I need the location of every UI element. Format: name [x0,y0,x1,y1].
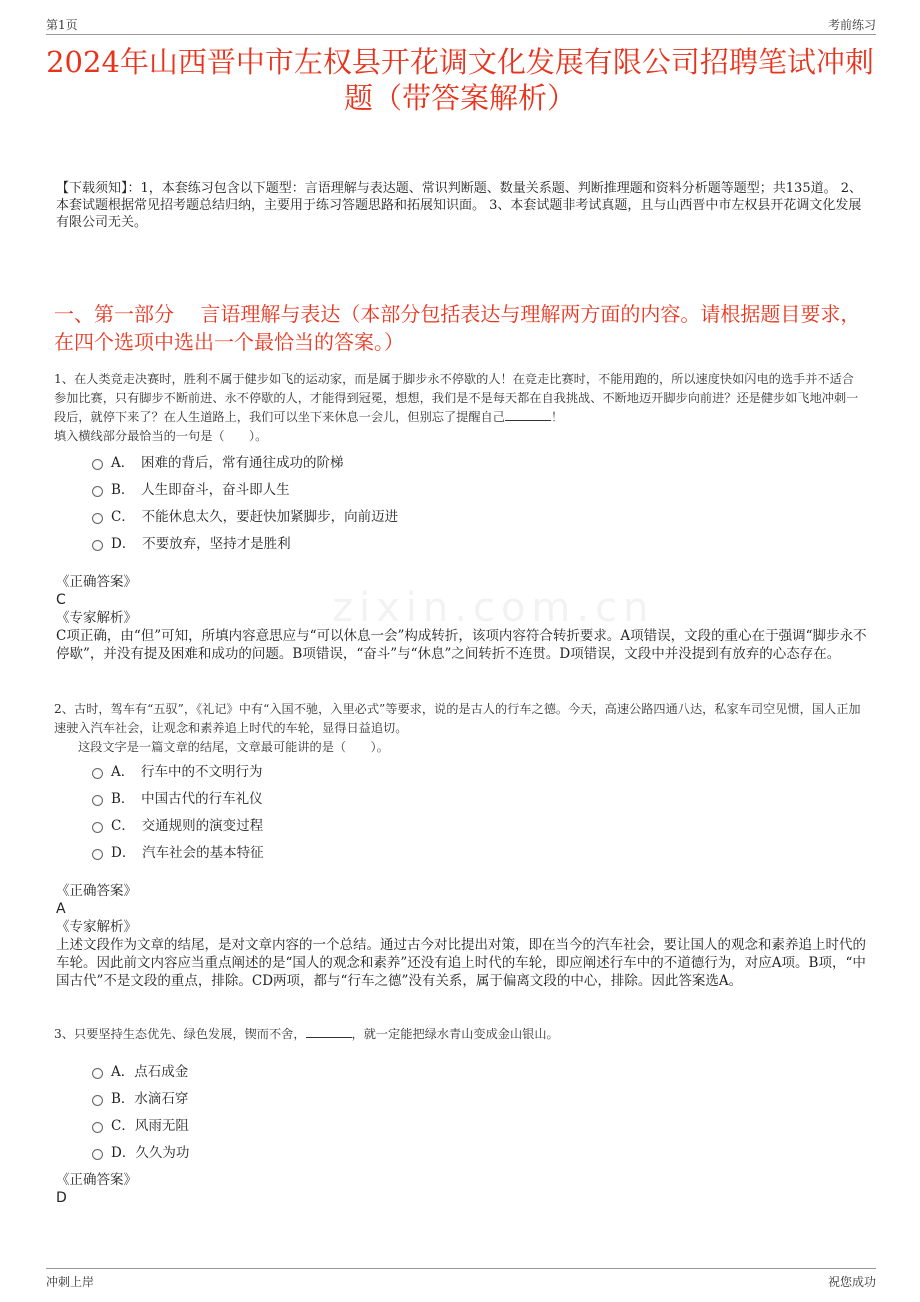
question-2-answer [56,882,868,990]
q3-option-a[interactable] [92,1056,592,1083]
q3-stem-end: ，就一定能把绿水青山变成金山银山。 [351,1027,559,1041]
radio-icon[interactable] [92,849,103,860]
q3-option-d[interactable] [92,1137,592,1164]
question-3-options [92,1056,592,1164]
option-label: B．水滴石穿 [111,1090,189,1107]
answer-value: C [56,592,66,608]
q1-option-d[interactable] [92,528,592,555]
q2-stem-text: 2、古时，驾车有“五驭”，《礼记》中有“入国不驰，入里必式”等要求，说的是古人的行车之德。今天，高速公路四通八达，私家车司空见惯，国人正加速驶入汽车社会，让观念和素养追上时代的车轮，显得日益追切。 [54,702,861,735]
q1-stem-end: ！ [550,410,564,424]
radio-icon[interactable] [92,822,103,833]
section-heading: 一、第一部分 言语理解与表达（本部分包括表达与理解两方面的内容。请根据题目要求，在四个选项中选出一个最恰当的答案。） [54,302,861,354]
question-3-stem [54,1025,866,1044]
answer-value: D [56,1190,67,1206]
answer-label: 《正确答案》 [56,1172,137,1188]
option-label: D． 不要放弃，坚持才是胜利 [111,535,291,552]
q1-option-c[interactable] [92,501,592,528]
page-number: 第1页 [46,18,78,32]
option-label: B． 中国古代的行车礼仪 [111,790,263,807]
radio-icon[interactable] [92,795,103,806]
q2-option-a[interactable] [92,756,592,783]
q1-prompt: 填入横线部分最恰当的一句是（ ）。 [54,429,268,443]
footer-left: 冲刺上岸 [46,1275,95,1289]
radio-icon[interactable] [92,768,103,779]
analysis-text: 上述文段作为文章的结尾，是对文章内容的一个总结。通过古今对比提出对策，即在当今的汽车社会，要让国人的观念和素养追上时代的车轮。因此前文内容应当重点阐述的是“国人的观念和素养”还没有追上时代的车轮，即应阐述行车中的不道德行为，对应A项。B项，“中国古代”不是文段的重点，排除。CD两项，都与“行车之德”没有关系，属于偏离文段的中心，排除。因此答案选A。 [56,937,866,989]
radio-icon[interactable] [92,540,103,551]
q1-option-b[interactable] [92,474,592,501]
q1-option-a[interactable] [92,447,592,474]
page-footer [46,1268,876,1291]
radio-icon[interactable] [92,1068,103,1079]
q2-option-c[interactable] [92,810,592,837]
footer-right: 祝您成功 [827,1275,876,1289]
option-label: D．久久为功 [111,1144,190,1161]
option-label: A． 困难的背后，常有通往成功的阶梯 [111,454,344,471]
radio-icon[interactable] [92,1149,103,1160]
analysis-label: 《专家解析》 [56,919,137,935]
option-label: C． 交通规则的演变过程 [111,817,264,834]
page-header [46,14,876,35]
option-label: D． 汽车社会的基本特征 [111,844,264,861]
q2-option-b[interactable] [92,783,592,810]
question-2-stem [54,700,866,757]
option-label: A．点石成金 [111,1063,189,1080]
option-label: B． 人生即奋斗，奋斗即人生 [111,481,290,498]
q2-option-d[interactable] [92,837,592,864]
answer-value: A [56,901,66,917]
q3-option-b[interactable] [92,1083,592,1110]
question-1-answer [56,573,868,663]
q1-stem-text: 1、在人类竞走决赛时，胜利不属于健步如飞的运动家，而是属于脚步永不停歇的人！在竞走比赛时，不能用跑的，所以速度快如闪电的选手并不适合参加比赛，只有脚步不断前进、永不停歇的人，才能得到冠冕，想想，我们是不是每天都在自我挑战、不断地迈开脚步向前进？还是健步如飞地冲刺一段后，就停下来了？在人生道路上，我们可以坐下来休息一会儿，但别忘了提醒自己 [54,372,859,424]
answer-label: 《正确答案》 [56,883,137,899]
radio-icon[interactable] [92,1095,103,1106]
option-label: C． 不能休息太久，要赶快加紧脚步，向前迈进 [111,508,399,525]
radio-icon[interactable] [92,1122,103,1133]
radio-icon[interactable] [92,513,103,524]
q3-blank [306,1025,352,1038]
question-3-answer [56,1171,868,1207]
document-title: 2024年山西晋中市左权县开花调文化发展有限公司招聘笔试冲刺题（带答案解析） [46,45,874,115]
q3-stem-text: 3、只要坚持生态优先、绿色发展，锲而不舍， [54,1027,306,1041]
header-tag: 考前练习 [827,18,876,32]
watermark: zixin.com.cn [332,585,655,631]
answer-label: 《正确答案》 [56,574,137,590]
analysis-label: 《专家解析》 [56,610,137,626]
analysis-text: C项正确，由“但”可知，所填内容意思应与“可以休息一会”构成转折，该项内容符合转折要求。A项错误，文段的重心在于强调“脚步永不停歇”，并没有提及困难和成功的问题。B项错误，“奋斗”与“休息”之间转折不连贯。D项错误，文段中并没提到有放弃的心态存在。 [56,628,867,662]
option-label: C．风雨无阻 [111,1117,189,1134]
q2-prompt: 这段文字是一篇文章的结尾，文章最可能讲的是（ ）。 [78,740,389,754]
question-2-options [92,756,592,864]
download-notice: 【下载须知】：1，本套练习包含以下题型：言语理解与表达题、常识判断题、数量关系题、判断推理题和资料分析题等题型；共135道。 2、本套试题根据常见招考题总结归纳，主要用于练习答题思路和拓展知识面。 3、本套试题非考试真题，且与山西晋中市左权县开花调文化发展有限公司无关。 [56,181,862,230]
option-label: A． 行车中的不文明行为 [111,763,263,780]
radio-icon[interactable] [92,486,103,497]
question-1-stem [54,370,866,446]
radio-icon[interactable] [92,459,103,470]
q3-option-c[interactable] [92,1110,592,1137]
question-1-options [92,447,592,555]
q1-blank [505,408,551,421]
